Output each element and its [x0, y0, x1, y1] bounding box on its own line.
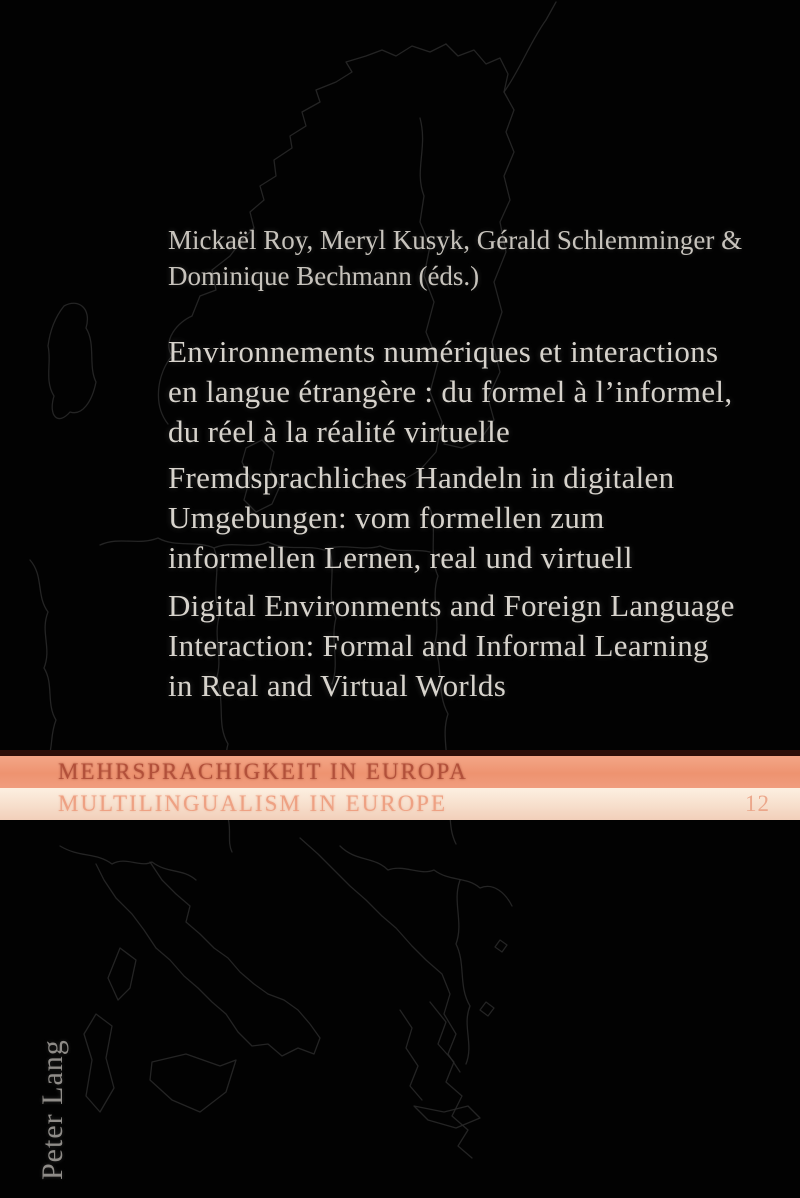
series-banner-german-band [0, 756, 800, 788]
publisher-name-vertical: Peter Lang [36, 1039, 69, 1180]
series-banner [0, 750, 800, 820]
title-english-line: in Real and Virtual Worlds [168, 668, 507, 703]
south-europe-outline [60, 838, 512, 1158]
title-german [168, 458, 768, 578]
series-title-english: MULTILINGUALISM IN EUROPE [58, 791, 448, 816]
title-german-line: Umgebungen: vom formellen zum [168, 500, 605, 535]
title-french-line: Environnements numériques et interactions [168, 334, 719, 369]
authors-line: Mickaël Roy, Meryl Kusyk, Gérald Schlemminger & [168, 225, 743, 255]
series-banner-english-band [0, 788, 800, 820]
title-german-line: Fremdsprachliches Handeln in digitalen [168, 460, 675, 495]
authors-line: Dominique Bechmann (éds.) [168, 261, 480, 291]
title-english-line: Interaction: Formal and Informal Learning [168, 628, 709, 663]
title-german-line: informellen Lernen, real und virtuell [168, 540, 633, 575]
series-volume-number: 12 [745, 791, 770, 816]
title-english [168, 586, 768, 706]
title-english-line: Digital Environments and Foreign Language [168, 588, 735, 623]
authors-block [168, 222, 748, 294]
title-french-line: en langue étrangère : du formel à l’informel, [168, 374, 733, 409]
series-title-german: MEHRSPRACHIGKEIT IN EUROPA [58, 759, 468, 784]
title-french [168, 332, 768, 452]
title-french-line: du réel à la réalité virtuelle [168, 414, 511, 449]
